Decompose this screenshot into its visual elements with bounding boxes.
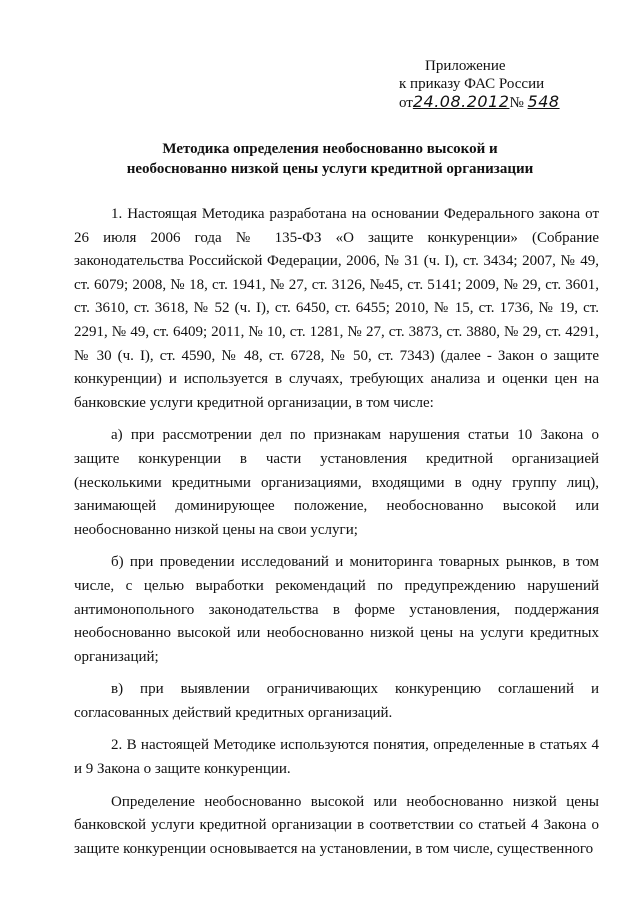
title-line-1: Методика определения необоснованно высокой и	[162, 141, 498, 157]
appendix-order-ref: к приказу ФАС России	[399, 76, 545, 92]
handwritten-date: 24.08.2012	[412, 92, 510, 111]
document-body	[74, 203, 599, 861]
date-prefix: от	[399, 95, 413, 111]
document-title	[60, 139, 600, 179]
paragraph-2: 2. В настоящей Методике используются понятия, определенные в статьях 4 и 9 Закона о защите конкуренции.	[74, 737, 599, 778]
handwritten-number: 548	[527, 92, 560, 111]
paragraph-1b: б) при проведении исследований и мониторинга товарных рынков, в том числе, с целью выработки рекомендаций по предупреждению нарушений антимонопольного законодательства в форме установления, поддержания необоснованно высокой или необоснованно низкой цены на услуги кредитных организаций;	[74, 554, 599, 665]
number-prefix: №	[509, 95, 524, 111]
paragraph-1: 1. Настоящая Методика разработана на основании Федерального закона от 26 июля 2006 года № 135-ФЗ «О защите конкуренции» (Собрание законодательства Российской Федерации, 2006, № 31 (ч. I), ст. 3434; 2007, № 49, ст. 6079; 2008, № 18, ст. 1941, № 27, ст. 3126, №45, ст. 5141; 2009, № 29, ст. 3601, ст. 3610, ст. 3618, № 52 (ч. I), ст. 6450, ст. 6455; 2010, № 15, ст. 1736, № 19, ст. 2291, № 49, ст. 6409; 2011, № 10, ст. 1281, № 27, ст. 3873, ст. 3880, № 29, ст. 4291, № 30 (ч. I), ст. 4590, № 48, ст. 6728, № 50, ст. 7343) (далее - Закон о защите конкуренции) и используется в случаях, требующих анализа и оценки цен на банковские услуги кредитной организации, в том числе:	[74, 206, 599, 411]
appendix-heading: Приложение	[425, 58, 506, 74]
paragraph-3: Определение необоснованно высокой или необоснованно низкой цены банковской услуги кредитной организации в соответствии со статьей 4 Закона о защите конкуренции основывается на установлении, в том числе, существенного	[74, 793, 599, 857]
appendix-block	[380, 57, 580, 112]
appendix-date-number	[380, 93, 580, 112]
title-line-2: необоснованно низкой цены услуги кредитной организации	[126, 161, 534, 177]
paragraph-1c: в) при выявлении ограничивающих конкуренцию соглашений и согласованных действий кредитных организаций.	[74, 681, 599, 721]
paragraph-1a: а) при рассмотрении дел по признакам нарушения статьи 10 Закона о защите конкуренции в части установления кредитной организацией (несколькими кредитными организациями, входящими в одну группу лиц), занимающей доминирующее положение, необоснованно высокой или необоснованно низкой цены на свои услуги;	[74, 427, 599, 538]
